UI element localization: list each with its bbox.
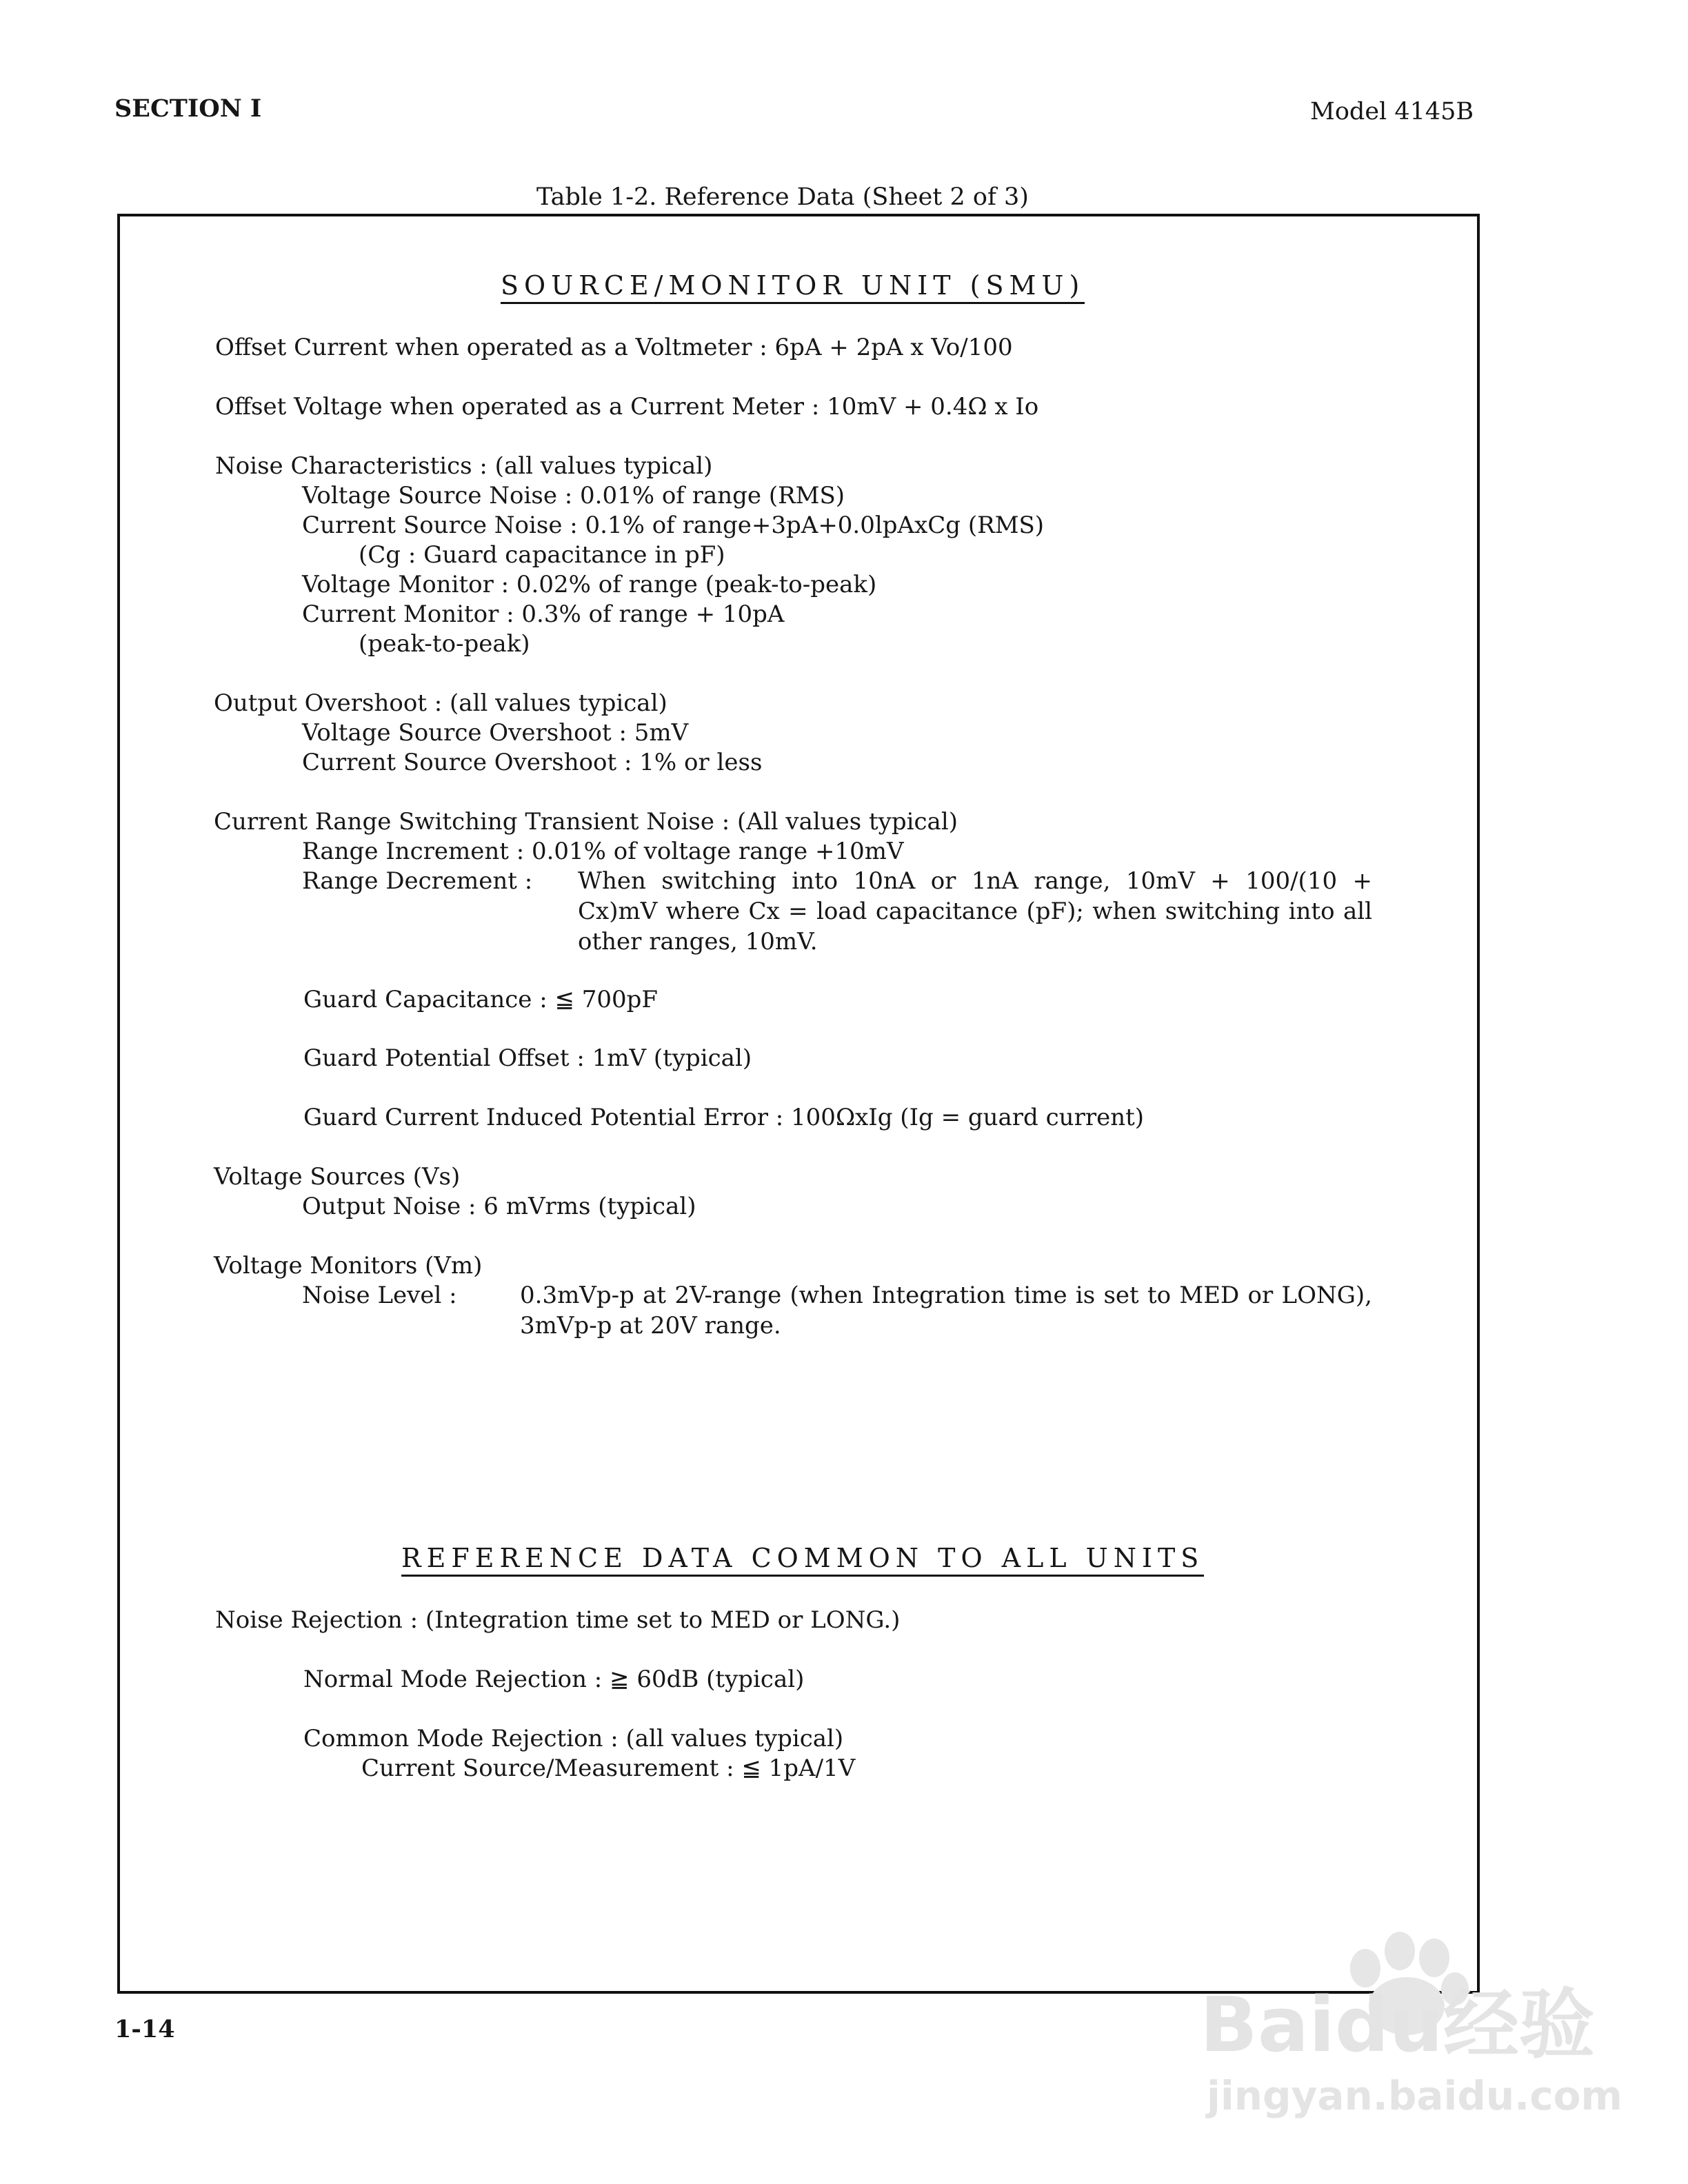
baidu-watermark-logo bbox=[1186, 1903, 1627, 2130]
watermark-url: jingyan.baidu.com bbox=[1207, 2072, 1622, 2119]
model-label: Model 4145B bbox=[1310, 98, 1474, 125]
voltage-sources-heading: Voltage Sources (Vs) bbox=[214, 1163, 461, 1191]
current-monitor-note: (peak-to-peak) bbox=[359, 630, 530, 658]
noise-level-label: Noise Level : bbox=[302, 1282, 457, 1309]
offset-current-spec: Offset Current when operated as a Voltmeter : 6pA + 2pA x Vo/100 bbox=[215, 334, 1013, 361]
voltage-monitor-noise: Voltage Monitor : 0.02% of range (peak-to-peak) bbox=[302, 571, 877, 598]
smu-section-title: SOURCE/MONITOR UNIT (SMU) bbox=[501, 270, 1085, 304]
voltage-source-overshoot: Voltage Source Overshoot : 5mV bbox=[302, 719, 689, 747]
noise-rejection-heading: Noise Rejection : (Integration time set to MED or LONG.) bbox=[215, 1606, 901, 1634]
voltage-source-noise: Voltage Source Noise : 0.01% of range (RMS) bbox=[302, 482, 845, 509]
offset-voltage-spec: Offset Voltage when operated as a Current Meter : 10mV + 0.4Ω x Io bbox=[215, 393, 1039, 421]
noise-level-text: 0.3mVp-p at 2V-range (when Integration time is set to MED or LONG), 3mVp-p at 20V range. bbox=[520, 1282, 1372, 1339]
voltage-monitors-heading: Voltage Monitors (Vm) bbox=[214, 1252, 483, 1280]
table-title: Table 1-2. Reference Data (Sheet 2 of 3) bbox=[536, 183, 1029, 211]
section-label: SECTION I bbox=[114, 94, 262, 123]
range-increment: Range Increment : 0.01% of voltage range +10mV bbox=[302, 838, 904, 865]
output-noise-spec: Output Noise : 6 mVrms (typical) bbox=[302, 1193, 696, 1220]
current-source-measurement: Current Source/Measurement : ≦ 1pA/1V bbox=[361, 1755, 856, 1782]
overshoot-heading: Output Overshoot : (all values typical) bbox=[214, 689, 667, 717]
guard-potential-offset: Guard Potential Offset : 1mV (typical) bbox=[303, 1044, 752, 1072]
guard-capacitance-spec: Guard Capacitance : ≦ 700pF bbox=[303, 986, 659, 1013]
page-number: 1-14 bbox=[114, 2015, 175, 2043]
current-source-noise: Current Source Noise : 0.1% of range+3pA+0.0lpAxCg (RMS) bbox=[302, 512, 1045, 539]
watermark-brand: Baidu经验 bbox=[1200, 1981, 1595, 2069]
normal-mode-rejection: Normal Mode Rejection : ≧ 60dB (typical) bbox=[303, 1666, 805, 1693]
range-decrement-label: Range Decrement : bbox=[302, 867, 533, 895]
switching-noise-heading: Current Range Switching Transient Noise : (All values typical) bbox=[214, 808, 958, 836]
noise-heading: Noise Characteristics : (all values typical) bbox=[215, 452, 713, 480]
range-decrement-text: When switching into 10nA or 1nA range, 10mV + 100/(10 + Cx)mV where Cx = load capacitance (pF); when switching into all other ranges, 10mV. bbox=[578, 867, 1372, 956]
current-monitor-noise: Current Monitor : 0.3% of range + 10pA bbox=[302, 600, 785, 628]
common-mode-rejection: Common Mode Rejection : (all values typical) bbox=[303, 1725, 844, 1752]
guard-capacitance-note: (Cg : Guard capacitance in pF) bbox=[359, 541, 725, 569]
common-section-title: REFERENCE DATA COMMON TO ALL UNITS bbox=[401, 1543, 1204, 1577]
current-source-overshoot: Current Source Overshoot : 1% or less bbox=[302, 749, 763, 776]
guard-current-error: Guard Current Induced Potential Error : 100ΩxIg (Ig = guard current) bbox=[303, 1104, 1145, 1131]
